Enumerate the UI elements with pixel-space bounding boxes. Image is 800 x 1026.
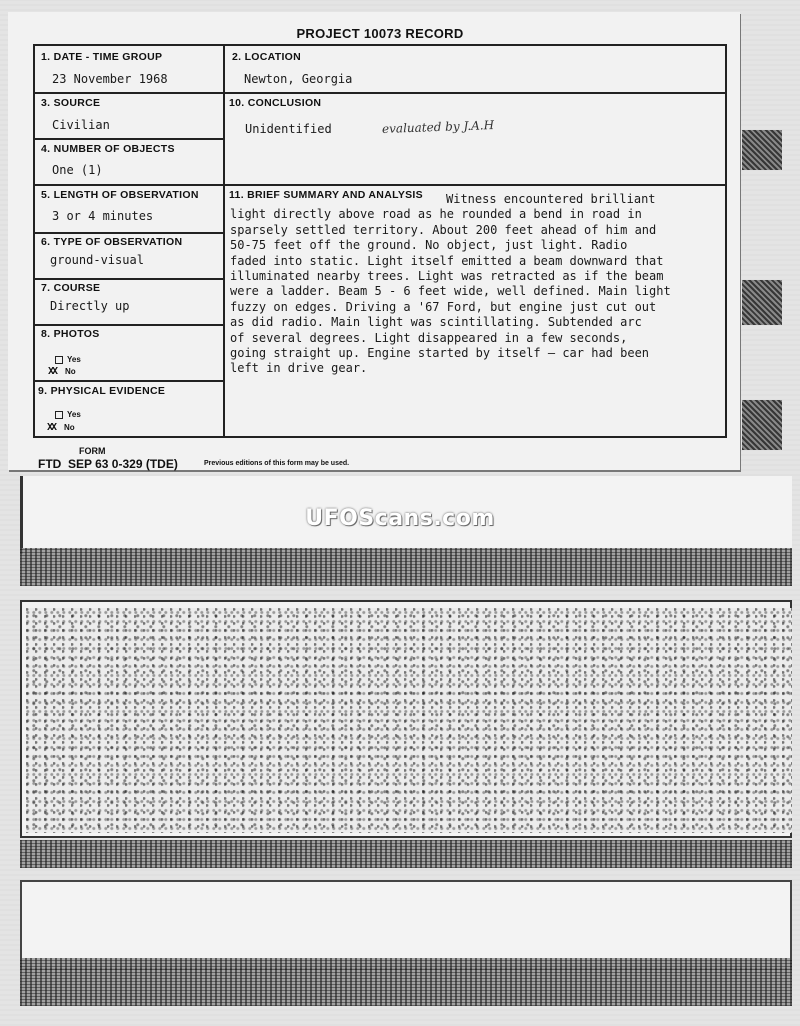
- location-label: 2. LOCATION: [232, 51, 302, 63]
- row-divider: [35, 92, 727, 94]
- scan-edge-artifact: [742, 280, 782, 325]
- summary-line: going straight up. Engine started by itself — car had been: [230, 346, 650, 361]
- photos-no-label: No: [65, 367, 76, 376]
- summary-line: fuzzy on edges. Driving a '67 Ford, but engine just cut out: [230, 299, 657, 314]
- summary-line: sparsely settled territory. About 200 feet ahead of him and: [230, 222, 657, 237]
- row-divider: [35, 138, 223, 140]
- summary-line: left in drive gear.: [230, 361, 368, 376]
- summary-line: Witness encountered brilliant: [446, 192, 656, 206]
- column-divider: [223, 46, 225, 438]
- noise-band: [20, 548, 792, 586]
- summary-label: 11. BRIEF SUMMARY AND ANALYSIS: [229, 189, 423, 201]
- form-id: FTD SEP 63 0-329 (TDE): [38, 457, 178, 471]
- evidence-no-mark: XX: [47, 422, 56, 433]
- num-objects-label: 4. NUMBER OF OBJECTS: [41, 143, 175, 155]
- noise-band: [20, 958, 792, 1006]
- course-value: Directly up: [50, 299, 130, 313]
- form-title: PROJECT 10073 RECORD: [296, 26, 464, 41]
- conclusion-label: 10. CONCLUSION: [229, 97, 322, 109]
- type-observation-value: ground-visual: [50, 253, 144, 267]
- summary-line: of several degrees. Light disappeared in a few seconds,: [230, 330, 628, 345]
- photos-label: 8. PHOTOS: [41, 328, 100, 340]
- date-time-label: 1. DATE - TIME GROUP: [41, 51, 163, 63]
- evidence-yes-checkbox: [55, 411, 63, 419]
- photos-yes-option: [55, 355, 81, 364]
- evidence-yes-label: Yes: [67, 410, 81, 419]
- row-divider: [35, 184, 727, 186]
- summary-line: light directly above road as he rounded a bend in road in: [230, 207, 642, 222]
- num-objects-value: One (1): [52, 163, 103, 177]
- summary-line: faded into static. Light itself emitted a beam downward that: [230, 253, 664, 268]
- photos-yes-label: Yes: [67, 355, 81, 364]
- photos-no-option: [48, 366, 76, 377]
- length-observation-value: 3 or 4 minutes: [52, 209, 154, 223]
- course-label: 7. COURSE: [41, 282, 101, 294]
- photos-no-mark: XX: [48, 366, 57, 377]
- summary-text: [230, 192, 722, 377]
- physical-evidence-label: 9. PHYSICAL EVIDENCE: [38, 385, 166, 397]
- evidence-no-label: No: [64, 423, 75, 432]
- location-value: Newton, Georgia: [244, 72, 353, 86]
- form-word: FORM: [79, 446, 106, 456]
- source-value: Civilian: [52, 118, 110, 132]
- evidence-yes-option: [55, 410, 81, 419]
- summary-line: as did radio. Main light was scintillating. Subtended arc: [230, 315, 642, 330]
- row-divider: [35, 324, 223, 326]
- summary-line: illuminated nearby trees. Light was retracted as if the beam: [230, 269, 664, 284]
- photos-yes-checkbox: [55, 356, 63, 364]
- blank-scan-strip: [20, 880, 792, 970]
- speckled-strip: [26, 608, 792, 833]
- source-label: 3. SOURCE: [41, 97, 101, 109]
- form-note: Previous editions of this form may be used.: [204, 460, 350, 467]
- summary-line: 50-75 feet off the ground. No object, just light. Radio: [230, 238, 628, 253]
- row-divider: [35, 278, 223, 280]
- evidence-no-option: [47, 422, 75, 433]
- date-time-value: 23 November 1968: [52, 72, 168, 86]
- evaluator-annotation: evaluated by J.A.H: [381, 118, 495, 136]
- conclusion-value: Unidentified: [245, 122, 332, 136]
- noise-band: [20, 840, 792, 868]
- scan-edge-artifact: [742, 130, 782, 170]
- site-watermark: UFOScans.com: [305, 506, 495, 531]
- row-divider: [35, 232, 223, 234]
- type-observation-label: 6. TYPE OF OBSERVATION: [41, 236, 183, 248]
- length-observation-label: 5. LENGTH OF OBSERVATION: [41, 189, 199, 201]
- scan-edge-artifact: [742, 400, 782, 450]
- summary-line: were a ladder. Beam 5 - 6 feet wide, well defined. Main light: [230, 284, 671, 299]
- row-divider: [35, 380, 223, 382]
